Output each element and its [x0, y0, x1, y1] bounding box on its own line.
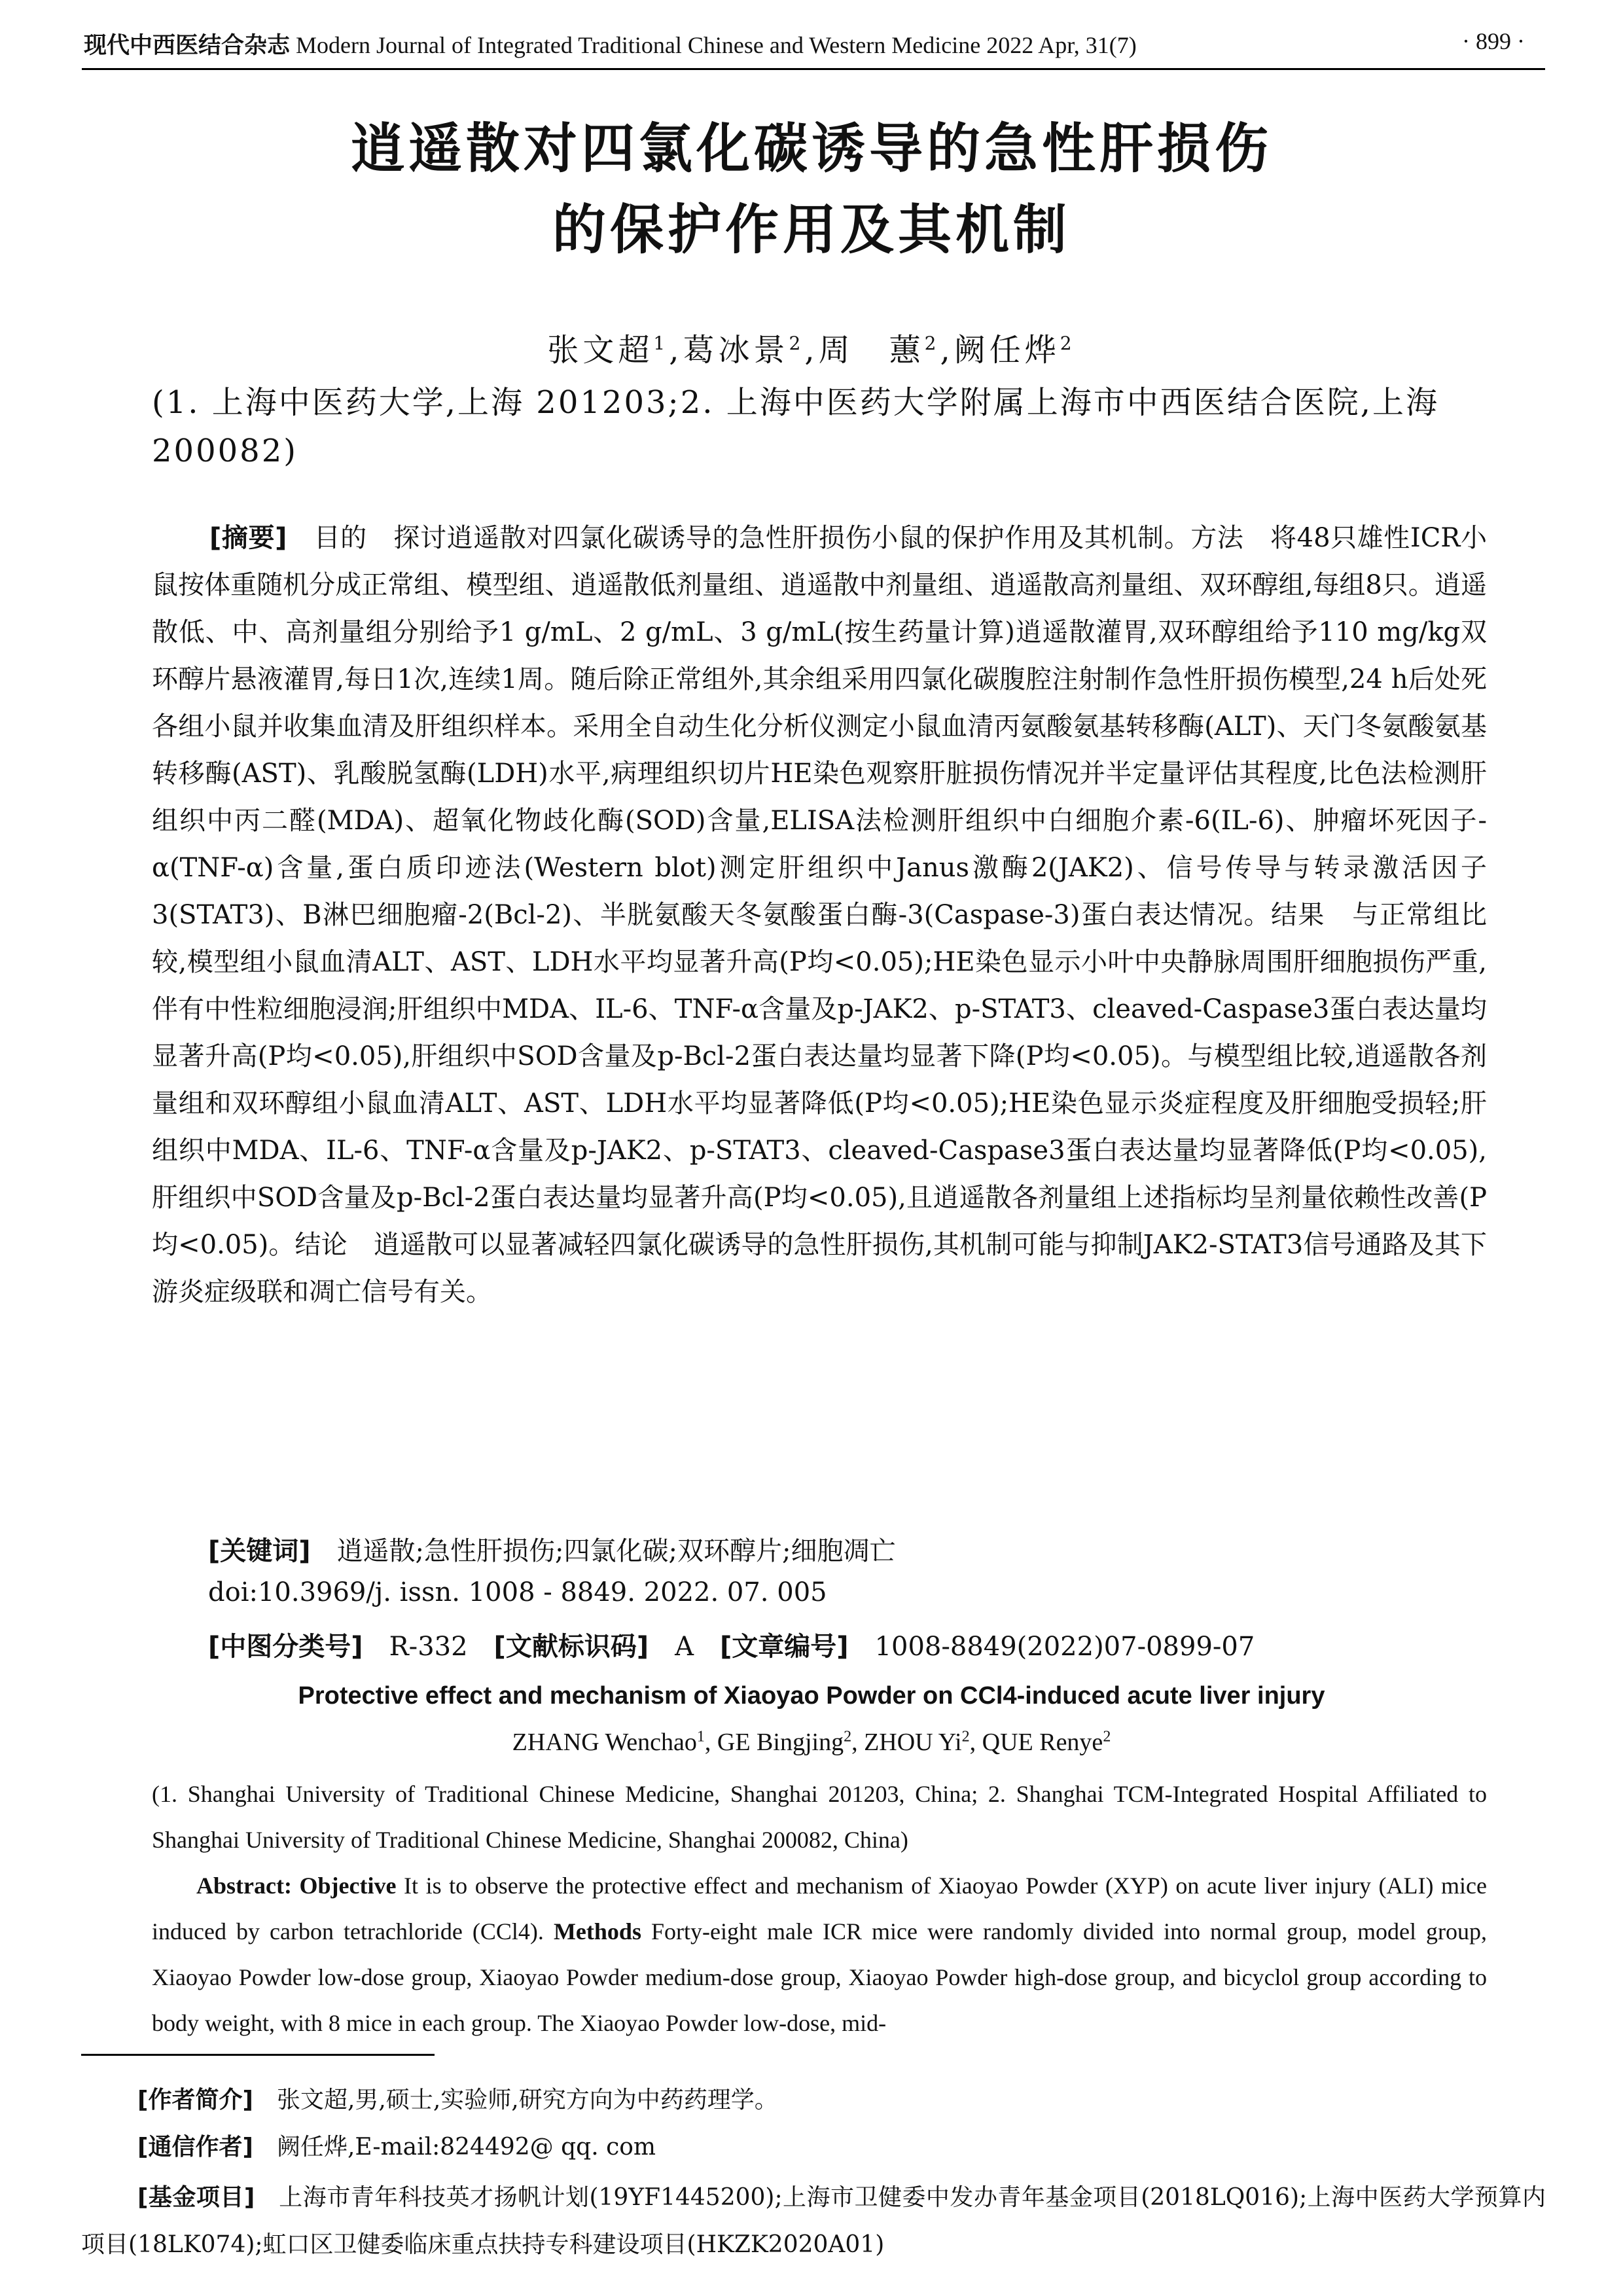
keywords-label: [关键词]: [208, 1536, 311, 1566]
objective-label: Objective: [299, 1873, 397, 1899]
affiliation-mark: 2: [961, 1728, 970, 1746]
affiliation-mark: 2: [844, 1728, 852, 1746]
affiliation: (1. 上海中医药大学,上海 201203;2. 上海中医药大学附属上海市中西医结合医院,上海 200082): [152, 384, 1440, 469]
author-name: 阙任烨: [954, 332, 1060, 368]
page-number: · 899 ·: [1462, 28, 1525, 54]
affiliation-mark: 2: [1060, 332, 1076, 354]
affiliation-mark: 1: [696, 1728, 705, 1746]
article-number-label: [文章编号]: [720, 1632, 849, 1662]
english-author-list: ZHANG Wenchao$^1$, GE Bingjing$^2$, ZHOU Yi$^2$, QUE Renye$^2$: [512, 1728, 1111, 1756]
running-head: [84, 27, 1137, 60]
methods-label: Methods: [553, 1918, 641, 1945]
article-number-value: 1008-8849(2022)07-0899-07: [874, 1632, 1255, 1662]
footnote-funding: [81, 2174, 1546, 2269]
doi: doi:10.3969/j. issn. 1008 - 8849. 2022. 07. 005: [208, 1577, 827, 1607]
author-name-en: ZHANG Wenchao: [512, 1729, 697, 1756]
author-name-en: GE Bingjing: [717, 1729, 844, 1756]
methods-text: Forty-eight male ICR mice were randomly divided into normal group, model group, Xiaoyao Powder low-dose group, Xiaoyao Powder medium-dose group, Xiaoyao Powder high-dose group, and bicyclol group according to body weight, with 8 mice in each group. The Xiaoyao Powder low-dose, mid-: [152, 1918, 1488, 2036]
footnote-author-bio: [137, 2081, 778, 2115]
author-name: 周 蕙: [818, 332, 925, 368]
header-rule: [82, 68, 1545, 70]
affiliation-mark: 2: [1103, 1728, 1111, 1746]
abstract-label: [摘要]: [209, 523, 287, 553]
clc-value: R-332: [389, 1632, 468, 1662]
english-abstract-label: Abstract:: [196, 1873, 292, 1899]
author-bio-text: 张文超,男,硕士,实验师,研究方向为中药药理学。: [276, 2087, 778, 2113]
affiliation-mark: 1: [653, 332, 669, 354]
journal-name-en: Modern Journal of Integrated Traditional Chinese and Western Medicine 2022 Apr, 31(7): [296, 32, 1137, 58]
objective-text: It is to observe the protective effect and mechanism of Xiaoyao Powder (XYP) on acute liver injury (ALI) mice induced by carbon tetrachloride (CCl4).: [152, 1873, 1488, 1945]
english-affiliation: (1. Shanghai University of Traditional Chinese Medicine, Shanghai 201203, China; 2. Shanghai TCM-Integrated Hospital Affiliated to Shanghai University of Traditional Chinese Medicine, Shanghai 200082, China): [152, 1781, 1487, 1853]
doc-code-label: [文献标识码]: [493, 1632, 649, 1662]
affiliation-mark: 2: [924, 332, 940, 354]
english-abstract: [152, 1863, 1487, 2046]
clc-label: [中图分类号]: [208, 1632, 363, 1662]
author-name: 葛冰景: [683, 332, 789, 368]
english-title: Protective effect and mechanism of Xiaoyao Powder on CCl4-induced acute liver injury: [298, 1682, 1325, 1710]
title-line-2: 的保护作用及其机制: [552, 199, 1071, 261]
corresponding-label: [通信作者]: [137, 2134, 253, 2161]
author-bio-label: [作者简介]: [137, 2087, 253, 2113]
author-name: 张文超: [547, 332, 654, 368]
footnote-corresponding: [137, 2128, 656, 2162]
funding-label: [基金项目]: [137, 2184, 255, 2211]
keywords-text: 逍遥散;急性肝损伤;四氯化碳;双环醇片;细胞凋亡: [336, 1536, 896, 1566]
author-name-en: ZHOU Yi: [864, 1729, 962, 1756]
footnote-rule: [81, 2054, 435, 2056]
author-list: 张文超$^1$,葛冰景$^2$,周 蕙$^2$,阙任烨$^2$: [547, 332, 1076, 368]
funding-text: 上海市青年科技英才扬帆计划(19YF1445200);上海市卫健委中发办青年基金项目(2018LQ016);上海中医药大学预算内项目(18LK074);虹口区卫健委临床重点扶持专科建设项目(HKZK2020A01): [81, 2184, 1546, 2258]
corresponding-text: 阙任烨,E-mail:824492@ qq. com: [276, 2134, 656, 2161]
abstract-text: 目的 探讨逍遥散对四氯化碳诱导的急性肝损伤小鼠的保护作用及其机制。方法 将48只雄性ICR小鼠按体重随机分成正常组、模型组、逍遥散低剂量组、逍遥散中剂量组、逍遥散高剂量组、双环醇组,每组8只。逍遥散低、中、高剂量组分别给予1 g/mL、2 g/mL、3 g/mL(按生药量计算)逍遥散灌胃,双环醇组给予110 mg/kg双环醇片悬液灌胃,每日1次,连续1周。随后除正常组外,其余组采用四氯化碳腹腔注射制作急性肝损伤模型,24 h后处死各组小鼠并收集血清及肝组织样本。采用全自动生化分析仪测定小鼠血清丙氨酸氨基转移酶(ALT)、天门冬氨酸氨基转移酶(AST)、乳酸脱氢酶(LDH)水平,病理组织切片HE染色观察肝脏损伤情况并半定量评估其程度,比色法检测肝组织中丙二醛(MDA)、超氧化物歧化酶(SOD)含量,ELISA法检测肝组织中白细胞介素-6(IL-6)、肿瘤坏死因子-α(TNF-α)含量,蛋白质印迹法(Western blot)测定肝组织中Janus激酶2(JAK2)、信号传导与转录激活因子3(STAT3)、B淋巴细胞瘤-2(Bcl-2)、半胱氨酸天冬氨酸蛋白酶-3(Caspase-3)蛋白表达情况。结果 与正常组比较,模型组小鼠血清ALT、AST、LDH水平均显著升高(P均<0.05);HE染色显示小叶中央静脉周围肝细胞损伤严重,伴有中性粒细胞浸润;肝组织中MDA、IL-6、TNF-α含量及p-JAK2、p-STAT3、cleaved-Caspase3蛋白表达量均显著升高(P均<0.05),肝组织中SOD含量及p-Bcl-2蛋白表达量均显著下降(P均<0.05)。与模型组比较,逍遥散各剂量组和双环醇组小鼠血清ALT、AST、LDH水平均显著降低(P均<0.05);HE染色显示炎症程度及肝细胞受损轻;肝组织中MDA、IL-6、TNF-α含量及p-JAK2、p-STAT3、cleaved-Caspase3蛋白表达量均显著降低(P均<0.05),肝组织中SOD含量及p-Bcl-2蛋白表达量均显著升高(P均<0.05),且逍遥散各剂量组上述指标均呈剂量依赖性改善(P均<0.05)。结论 逍遥散可以显著减轻四氯化碳诱导的急性肝损伤,其机制可能与抑制JAK2-STAT3信号通路及其下游炎症级联和凋亡信号有关。: [152, 523, 1488, 1307]
abstract-cn: [152, 514, 1487, 1316]
affiliation-mark: 2: [789, 332, 805, 354]
title-line-1: 逍遥散对四氯化碳诱导的急性肝损伤: [350, 118, 1272, 180]
doc-code-value: A: [675, 1632, 694, 1662]
keywords: [208, 1530, 895, 1568]
classification: [208, 1626, 1255, 1663]
journal-name-cn: 现代中西医结合杂志: [84, 32, 291, 59]
author-name-en: QUE Renye: [982, 1729, 1103, 1756]
